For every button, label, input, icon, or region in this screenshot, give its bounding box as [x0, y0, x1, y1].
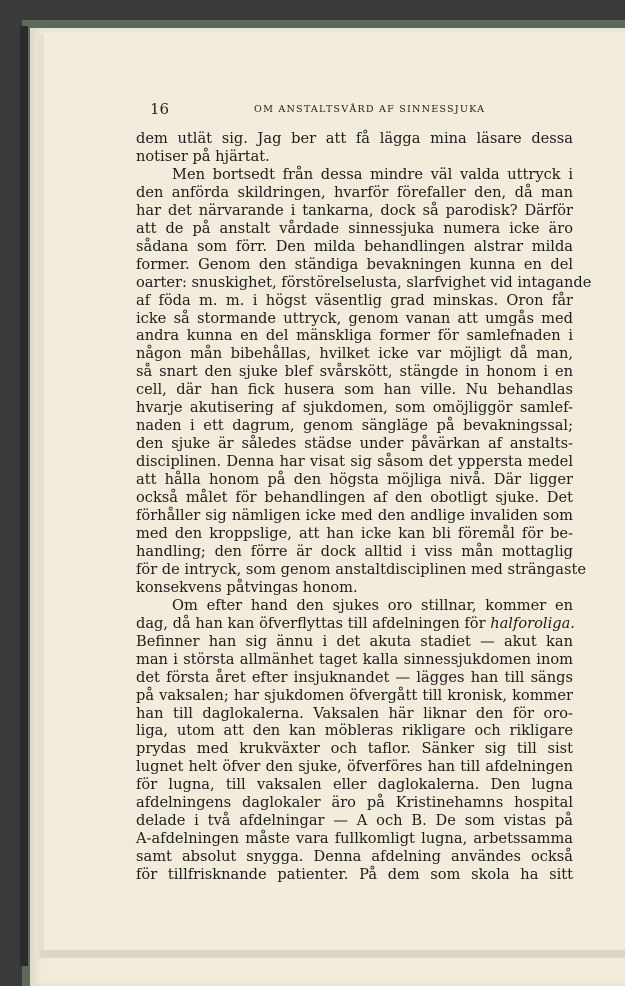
text-line — [136, 722, 573, 740]
italic-term: halforoliga. — [490, 614, 575, 632]
text-line — [136, 543, 573, 561]
text-line-content: man i största allmänhet taget kalla sinnessjukdomen inom — [136, 650, 573, 668]
text-line-content: konsekvens påtvingas honom. — [136, 578, 358, 596]
text-line — [136, 435, 573, 453]
text-line-content: cell, där han fick husera som han ville. Nu behandlas — [136, 381, 573, 399]
text-line-content: icke så stormande uttryck, genom vanan att umgås med — [136, 309, 573, 327]
text-line — [136, 417, 573, 435]
text-line — [136, 220, 573, 238]
text-line-content: förhåller sig nämligen icke med den andlige invaliden som — [136, 507, 573, 525]
text-line — [136, 184, 573, 202]
text-line-content: A-afdelningen måste vara fullkomligt lugna, arbetssamma — [136, 830, 573, 848]
text-line — [136, 758, 573, 776]
text-line-content: för tillfrisknande patienter. På dem som skola ha sitt — [136, 866, 573, 884]
text-line-content: Om efter hand den sjukes oro stillnar, kommer en — [172, 596, 573, 614]
text-line-content: oarter: snuskighet, förstörelselusta, slarfvighet vid intagande — [136, 273, 592, 291]
text-line — [136, 327, 573, 345]
text-line — [136, 651, 573, 669]
text-line — [136, 794, 573, 812]
text-line-content: Befinner han sig ännu i det akuta stadiet — akut kan — [136, 632, 573, 650]
text-line-content: notiser på hjärtat. — [136, 147, 270, 165]
text-line — [136, 453, 573, 471]
text-line-content: den anförda skildringen, hvarför förefaller den, då man — [136, 183, 573, 201]
running-head: OM ANSTALTSVÅRD AF SINNESSJUKA — [254, 104, 486, 115]
text-line — [136, 615, 573, 633]
text-line-content: liga, utom att den kan möbleras rikligare och rikligare — [136, 722, 573, 740]
page-stack-edge — [38, 34, 44, 959]
text-line-content: på vaksalen; har sjukdomen öfvergått till kronisk, kommer — [136, 686, 573, 704]
text-line — [136, 166, 573, 184]
text-line-content: det första året efter insjuknandet — lägges han till sängs — [136, 668, 573, 686]
text-line — [136, 669, 573, 687]
text-line-content: Men bortsedt från dessa mindre väl valda uttryck i — [172, 165, 573, 183]
text-line-content: att hålla honom på den högsta möjliga nivå. Där ligger — [136, 471, 573, 489]
text-line — [136, 489, 573, 507]
page-number: 16 — [150, 100, 170, 118]
text-line — [136, 705, 573, 723]
text-line-content: disciplinen. Denna har visat sig såsom det yppersta medel — [136, 453, 573, 471]
text-line-content: den sjuke är således städse under påvärkan af anstalts- — [136, 435, 573, 453]
text-line — [136, 507, 573, 525]
text-line-content: dag, då han kan öfverflyttas till afdelningen för — [136, 614, 491, 632]
text-line — [136, 579, 573, 597]
text-line — [136, 812, 573, 830]
text-line — [136, 238, 573, 256]
text-line — [136, 633, 573, 651]
text-line — [136, 848, 573, 866]
text-line — [136, 740, 573, 758]
text-line — [136, 273, 592, 292]
page-bottom-edge — [40, 950, 625, 958]
text-line-content: med den kroppslige, att han icke kan bli föremål för be- — [136, 524, 573, 542]
text-line — [136, 830, 573, 848]
text-line-content: prydas med krukväxter och taflor. Sänker sig till sist — [136, 740, 573, 758]
text-line — [136, 525, 573, 543]
text-line — [136, 471, 573, 489]
text-line-content: för de intryck, som genom anstaltdisciplinen med strängaste — [136, 560, 586, 578]
text-line-content: naden i ett dagrum, genom sängläge på bevakningssal; — [136, 417, 573, 435]
text-line-content: har det närvarande i tankarna, dock så parodisk? Därför — [136, 201, 573, 219]
text-line-content: dem utlät sig. Jag ber att få lägga mina läsare dessa — [136, 130, 573, 147]
text-line — [136, 560, 586, 579]
page-header — [150, 100, 610, 120]
book-spine-shadow — [20, 26, 28, 966]
text-line-content: sådana som förr. Den milda behandlingen alstrar milda — [136, 237, 573, 255]
text-line — [136, 399, 573, 417]
text-line — [136, 130, 573, 148]
text-line — [136, 866, 573, 884]
text-line-content: att de på anstalt vårdade sinnessjuka numera icke äro — [136, 219, 573, 237]
text-line-content: afdelningens daglokaler äro på Kristinehamns hospital — [136, 794, 573, 812]
text-line — [136, 687, 573, 705]
text-line — [136, 148, 573, 166]
text-line-content: för lugna, till vaksalen eller daglokalerna. Den lugna — [136, 776, 573, 794]
text-line-content: hvarje akutisering af sjukdomen, som omöjliggör samlef- — [136, 399, 573, 417]
text-line-content: också målet för behandlingen af den obotligt sjuke. Det — [136, 489, 573, 507]
text-line-content: lugnet helt öfver den sjuke, öfverföres han till afdelningen — [136, 758, 573, 776]
text-line-content: af föda m. m. i högst väsentlig grad minskas. Oron får — [136, 291, 573, 309]
text-line-content: så snart den sjuke blef svårskött, stängde in honom i en — [136, 363, 573, 381]
text-line-content: någon mån bibehållas, hvilket icke var möjligt då man, — [136, 345, 573, 363]
text-line — [136, 202, 573, 220]
text-line — [136, 363, 573, 381]
text-line-content: former. Genom den ständiga bevakningen kunna en del — [136, 255, 573, 273]
text-line — [136, 256, 573, 274]
text-line — [136, 345, 573, 363]
text-line — [136, 776, 573, 794]
text-line-content: delade i två afdelningar — A och B. De som vistas på — [136, 812, 573, 830]
text-line-content: andra kunna en del mänskliga former för samlefnaden i — [136, 327, 573, 345]
text-line — [136, 310, 573, 328]
text-line — [136, 381, 573, 399]
text-line — [136, 292, 573, 310]
text-line-content: samt absolut snygga. Denna afdelning användes också — [136, 848, 573, 866]
text-line-content: handling; den förre är dock alltid i viss mån mottaglig — [136, 542, 573, 560]
body-text — [136, 130, 592, 884]
text-line — [136, 597, 573, 615]
text-line-content: han till daglokalerna. Vaksalen här liknar den för oro- — [136, 704, 573, 722]
